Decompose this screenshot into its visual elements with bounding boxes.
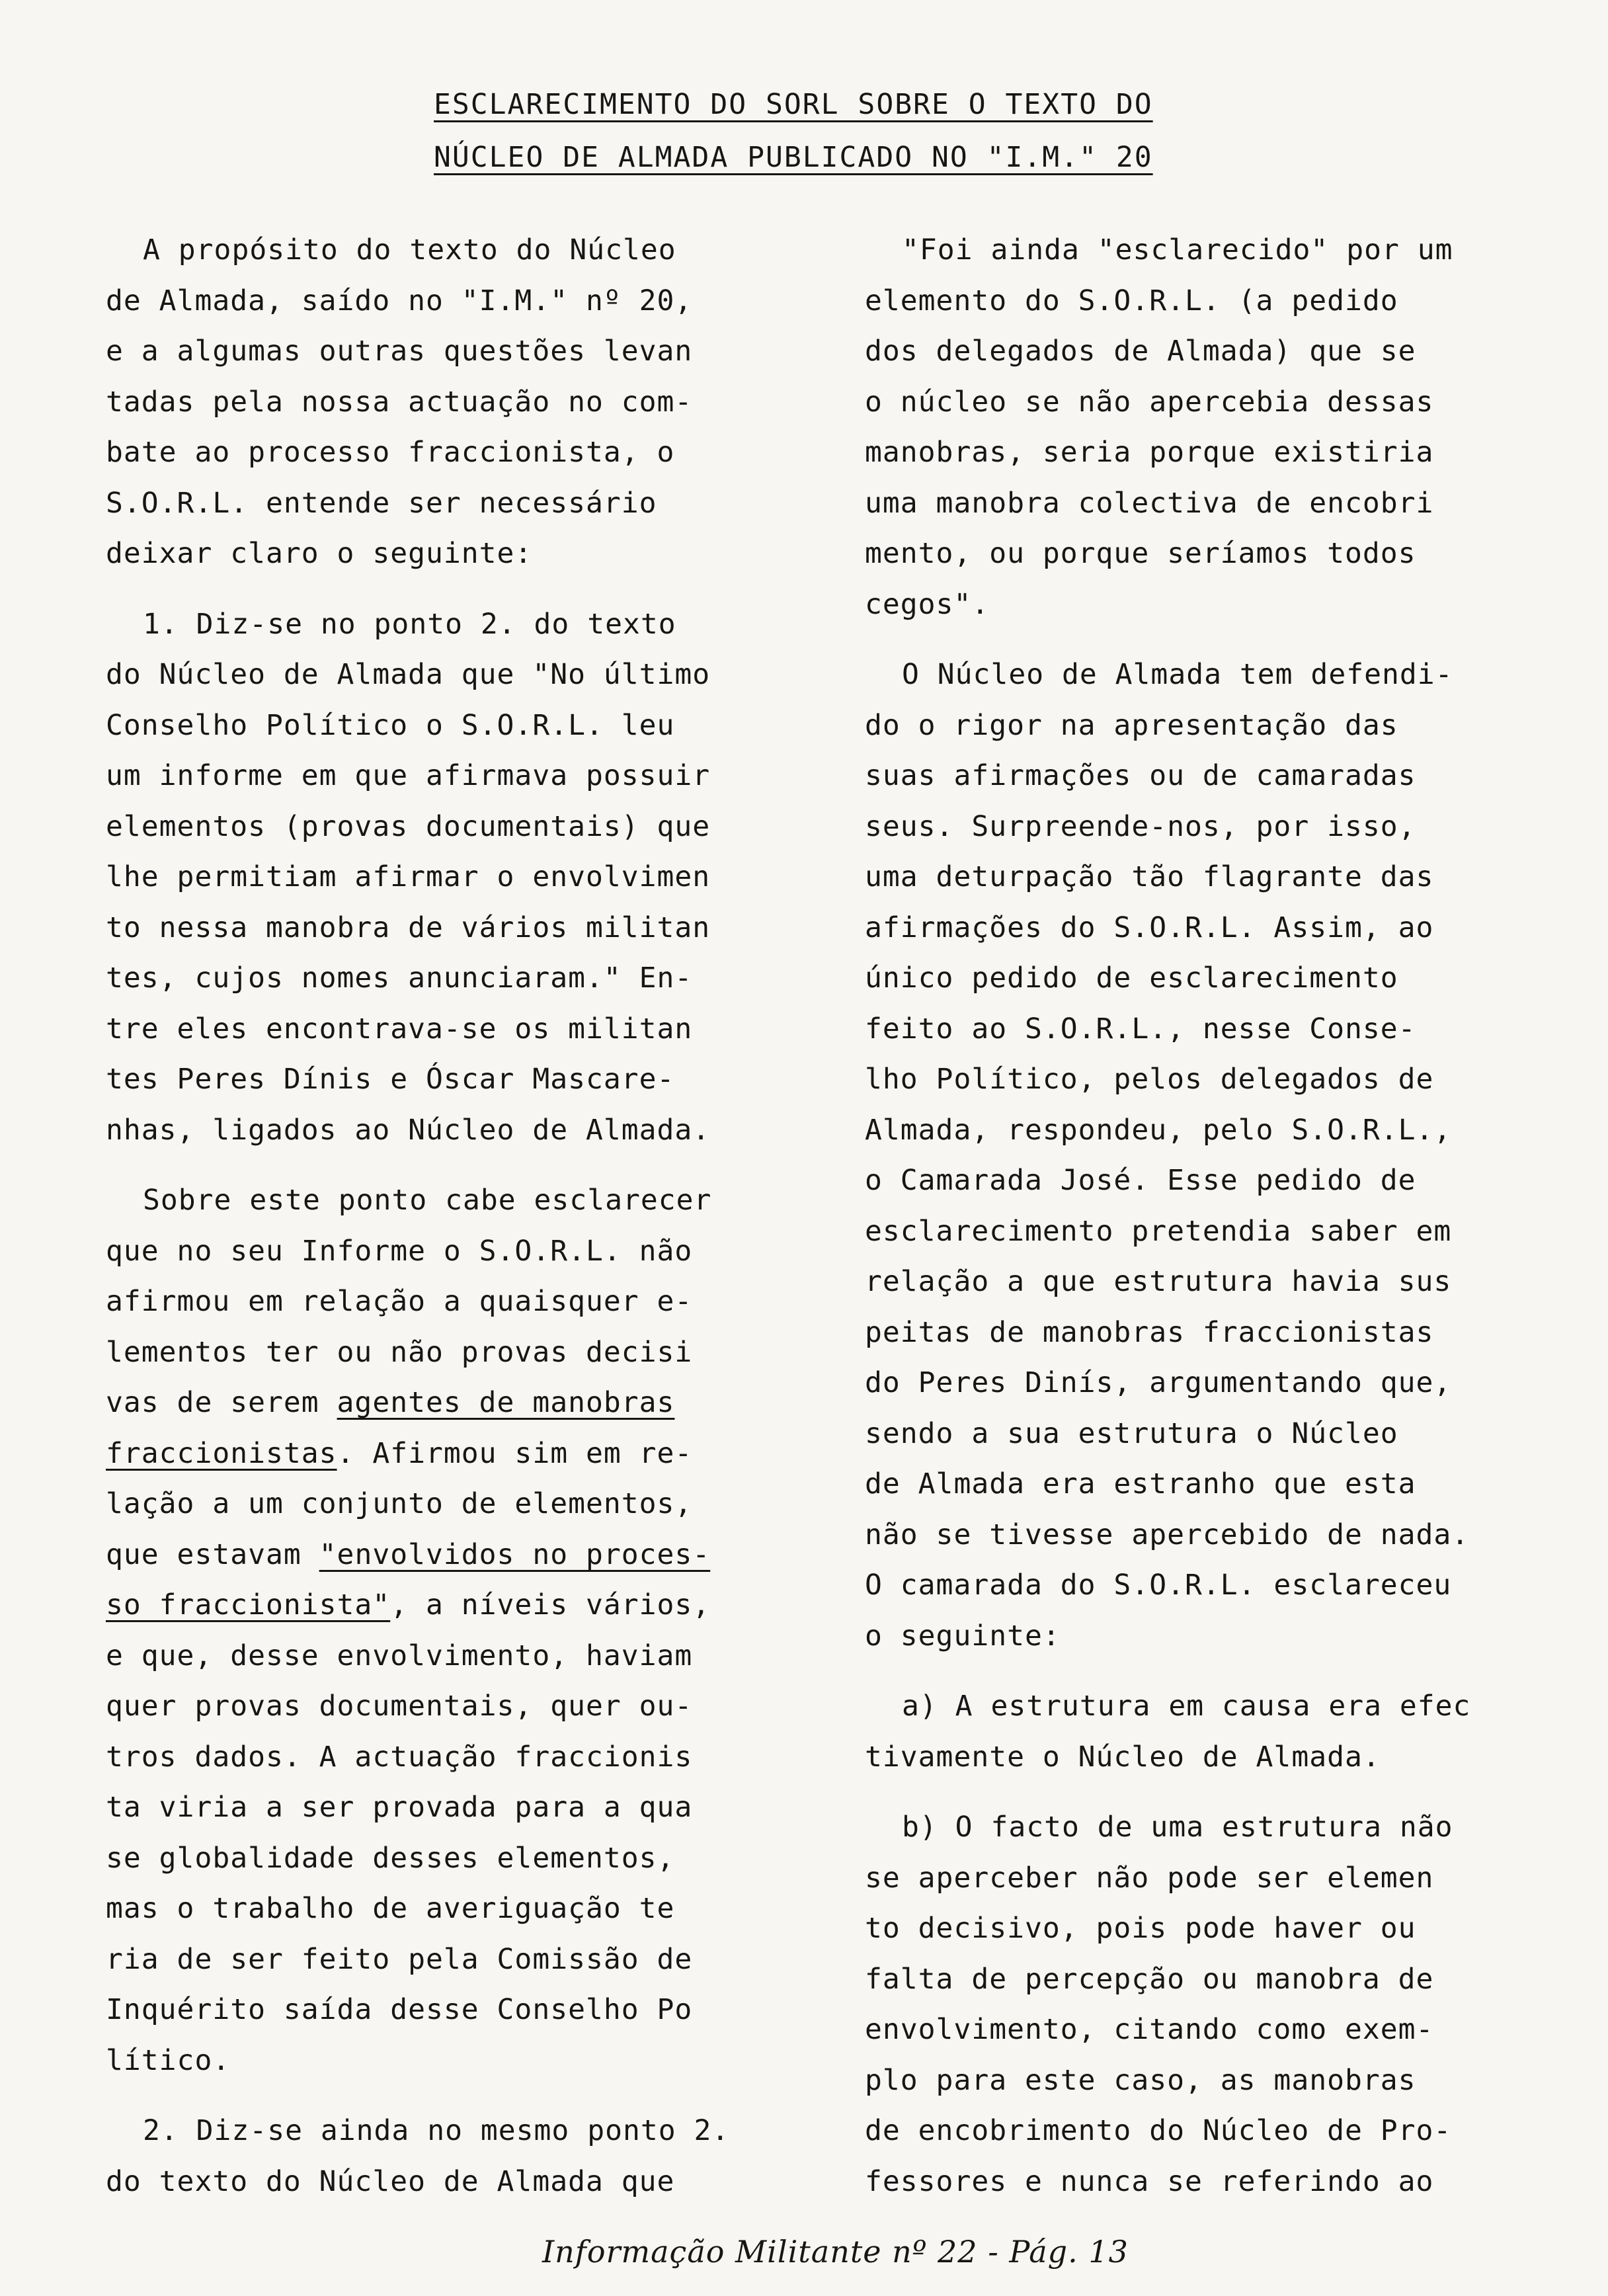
text-line: se globalidade desses elementos, [106,1841,675,1875]
text-line: um informe em que afirmava possuir [106,759,711,792]
text-line: sendo a sua estrutura o Núcleo [865,1416,1398,1450]
text-line: Sobre este ponto cabe esclarecer [143,1184,712,1217]
text-line: lação a um conjunto de elementos, [106,1487,693,1520]
text-line: "Foi ainda "esclarecido" por um [902,233,1453,266]
text-line: tre eles encontrava-se os militan [106,1012,693,1046]
text-line: Conselho Político o S.O.R.L. leu [106,708,675,742]
text-line: fessores e nunca se referindo ao [865,2164,1434,2198]
text-line: o Camarada José. Esse pedido de [865,1164,1416,1197]
left-column [106,225,807,2227]
text-line: cegos". [865,587,990,621]
text-line: lho Político, pelos delegados de [865,1063,1434,1096]
page-footer: Informação Militante nº 22 - Pág. 13 [542,2234,1129,2270]
text-line: O Núcleo de Almada tem defendi- [902,658,1453,691]
text-line: e que, desse envolvimento, haviam [106,1639,693,1672]
text-line: quer provas documentais, quer ou- [106,1690,693,1723]
text-line: lítico. [106,2043,231,2077]
text-line: tadas pela nossa actuação no com- [106,385,693,419]
text-line: a) A estrutura em causa era efec [902,1690,1471,1723]
text-line: tivamente o Núcleo de Almada. [865,1740,1381,1774]
text-line: manobras, seria porque existiria [865,436,1434,469]
text-line: O camarada do S.O.R.L. esclareceu [865,1569,1452,1602]
text-line: plo para este caso, as manobras [865,2063,1416,2097]
text-line: afirmou em relação a quaisquer e- [106,1285,693,1318]
right-column [865,225,1572,2227]
text-line: do Núcleo de Almada que "No último [106,658,711,691]
text-line: que no seu Informe o S.O.R.L. não [106,1234,693,1268]
text-line: b) O facto de uma estrutura não [902,1811,1453,1844]
text-line: deixar claro o seguinte: [106,537,533,570]
text-line: elementos (provas documentais) que [106,809,711,843]
text-line: afirmações do S.O.R.L. Assim, ao [865,911,1434,944]
document-title [434,78,1207,184]
text-line: de Almada era estranho que esta [865,1467,1416,1500]
text-line: único pedido de esclarecimento [865,962,1398,995]
paragraph [865,225,1572,630]
text-line: feito ao S.O.R.L., nesse Conse- [865,1012,1416,1046]
title-line-2: NÚCLEO DE ALMADA PUBLICADO NO "I.M." 20 [434,141,1153,174]
text-line: fraccionistas. Afirmou sim em re- [106,1436,693,1470]
text-line: A propósito do texto do Núcleo [143,233,676,266]
text-line: de encobrimento do Núcleo de Pro- [865,2114,1452,2147]
text-line: se aperceber não pode ser elemen [865,1861,1434,1895]
text-line: peitas de manobras fraccionistas [865,1315,1434,1349]
text-line: to nessa manobra de vários militan [106,911,711,944]
text-line: de Almada, saído no "I.M." nº 20, [106,284,693,317]
paragraph [865,1681,1572,1782]
text-line: tes Peres Dínis e Óscar Mascare- [106,1063,675,1096]
text-line: uma deturpação tão flagrante das [865,860,1434,893]
text-line: o seguinte: [865,1619,1061,1653]
paragraph [865,649,1572,1661]
text-line: bate ao processo fraccionista, o [106,436,675,469]
text-line: elemento do S.O.R.L. (a pedido [865,284,1398,317]
text-line: tros dados. A actuação fraccionis [106,1740,693,1774]
text-line: S.O.R.L. entende ser necessário [106,486,657,520]
text-line: o núcleo se não apercebia dessas [865,385,1434,419]
text-line: seus. Surpreende-nos, por isso, [865,809,1416,843]
text-line: ta viria a ser provada para a qua [106,1791,693,1824]
text-line: nhas, ligados ao Núcleo de Almada. [106,1113,711,1147]
paragraph [865,1802,1572,2207]
text-line: mento, ou porque seríamos todos [865,537,1416,570]
text-line: 2. Diz-se ainda no mesmo ponto 2. [143,2114,730,2147]
text-line: do texto do Núcleo de Almada que [106,2164,675,2198]
paragraph [106,2106,807,2207]
title-line-1: ESCLARECIMENTO DO SORL SOBRE O TEXTO DO [434,88,1153,121]
text-line: envolvimento, citando como exem- [865,2013,1434,2046]
text-line: não se tivesse apercebido de nada. [865,1518,1470,1551]
text-line: e a algumas outras questões levan [106,335,693,368]
text-line: suas afirmações ou de camaradas [865,759,1416,792]
text-line: relação a que estrutura havia sus [865,1265,1452,1298]
paragraph [106,1175,807,2086]
text-line: to decisivo, pois pode haver ou [865,1912,1416,1945]
text-line: do o rigor na apresentação das [865,708,1398,742]
text-line: tes, cujos nomes anunciaram." En- [106,962,693,995]
text-line: so fraccionista", a níveis vários, [106,1588,711,1621]
text-line: esclarecimento pretendia saber em [865,1214,1452,1248]
text-line: lementos ter ou não provas decisi [106,1335,693,1369]
text-line: ria de ser feito pela Comissão de [106,1942,693,1976]
text-line: uma manobra colectiva de encobri [865,486,1434,520]
text-line: vas de serem agentes de manobras [106,1386,675,1419]
text-line: 1. Diz-se no ponto 2. do texto [143,607,676,641]
paragraph [106,599,807,1156]
text-line: lhe permitiam afirmar o envolvimen [106,860,711,893]
text-line: que estavam "envolvidos no proces- [106,1538,711,1571]
text-line: Almada, respondeu, pelo S.O.R.L., [865,1113,1452,1147]
text-line: Inquérito saída desse Conselho Po [106,1993,693,2026]
text-line: dos delegados de Almada) que se [865,335,1416,368]
text-line: mas o trabalho de averiguação te [106,1892,675,1925]
paragraph [106,225,807,579]
text-line: do Peres Dinís, argumentando que, [865,1366,1452,1399]
text-line: falta de percepção ou manobra de [865,1962,1434,1996]
